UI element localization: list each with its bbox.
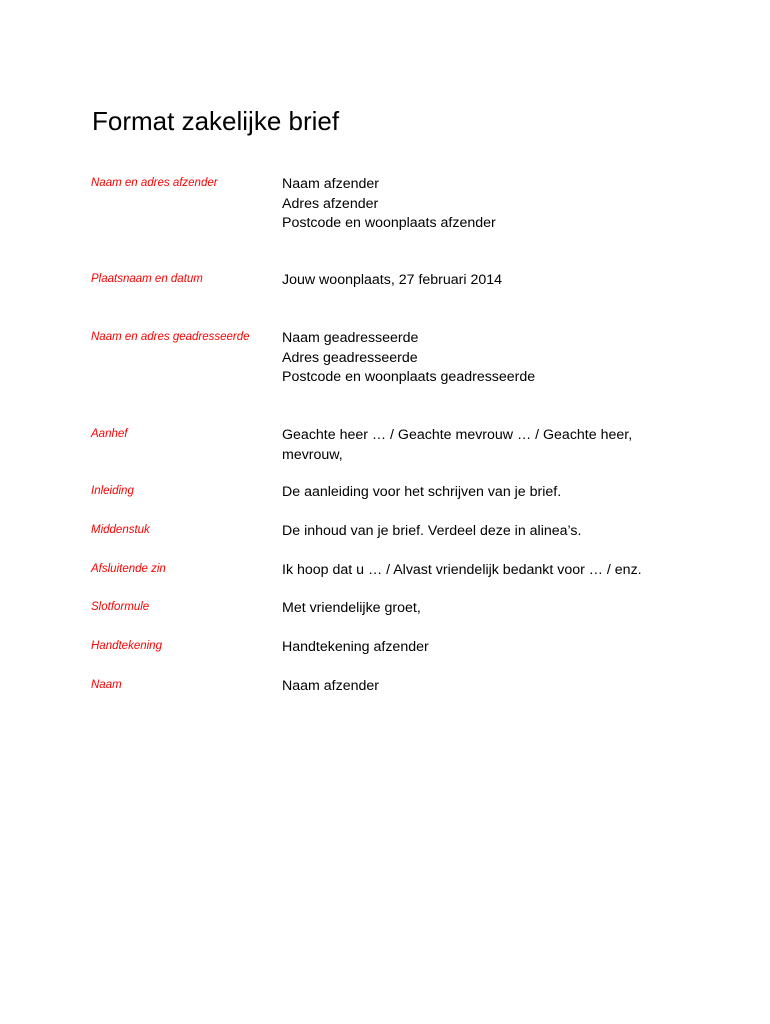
section-value — [282, 271, 702, 291]
section-value — [282, 599, 702, 619]
section-label: Inleiding — [91, 485, 134, 497]
section-label: Middenstuk — [91, 524, 150, 536]
section-label: Naam en adres geadresseerde — [91, 331, 250, 343]
section-label: Plaatsnaam en datum — [91, 273, 203, 285]
value-line: Naam geadresseerde — [282, 330, 419, 346]
value-line: Geachte heer … / Geachte mevrouw … / Geachte heer, mevrouw, — [282, 427, 633, 463]
section-value — [282, 175, 702, 234]
section-label: Aanhef — [91, 428, 128, 440]
section-value — [282, 561, 702, 581]
value-line: Handtekening afzender — [282, 639, 429, 655]
value-line: Adres afzender — [282, 195, 379, 212]
section-value — [282, 638, 702, 658]
value-line: Naam afzender — [282, 678, 379, 694]
section-label: Naam en adres afzender — [91, 177, 218, 189]
value-line: De aanleiding voor het schrijven van je brief. — [282, 484, 562, 500]
value-line: Ik hoop dat u … / Alvast vriendelijk bedankt voor … / enz. — [282, 562, 642, 578]
section-value — [282, 677, 702, 697]
section-label: Slotformule — [91, 601, 150, 613]
value-line: Postcode en woonplaats afzender — [282, 215, 496, 231]
value-line: Postcode en woonplaats geadresseerde — [282, 369, 536, 385]
section-value — [282, 522, 702, 542]
value-line: De inhoud van je brief. Verdeel deze in alinea’s. — [282, 523, 582, 539]
value-line: Adres geadresseerde — [282, 349, 418, 366]
section-value — [282, 329, 702, 388]
value-line: Met vriendelijke groet, — [282, 600, 421, 616]
section-label: Handtekening — [91, 640, 162, 652]
section-label: Afsluitende zin — [91, 563, 166, 575]
value-line: Jouw woonplaats, 27 februari 2014 — [282, 272, 503, 288]
section-value — [282, 483, 702, 503]
document-title: Format zakelijke brief — [92, 106, 340, 137]
value-line: Naam afzender — [282, 176, 379, 192]
section-value — [282, 426, 702, 465]
section-label: Naam — [91, 679, 122, 691]
